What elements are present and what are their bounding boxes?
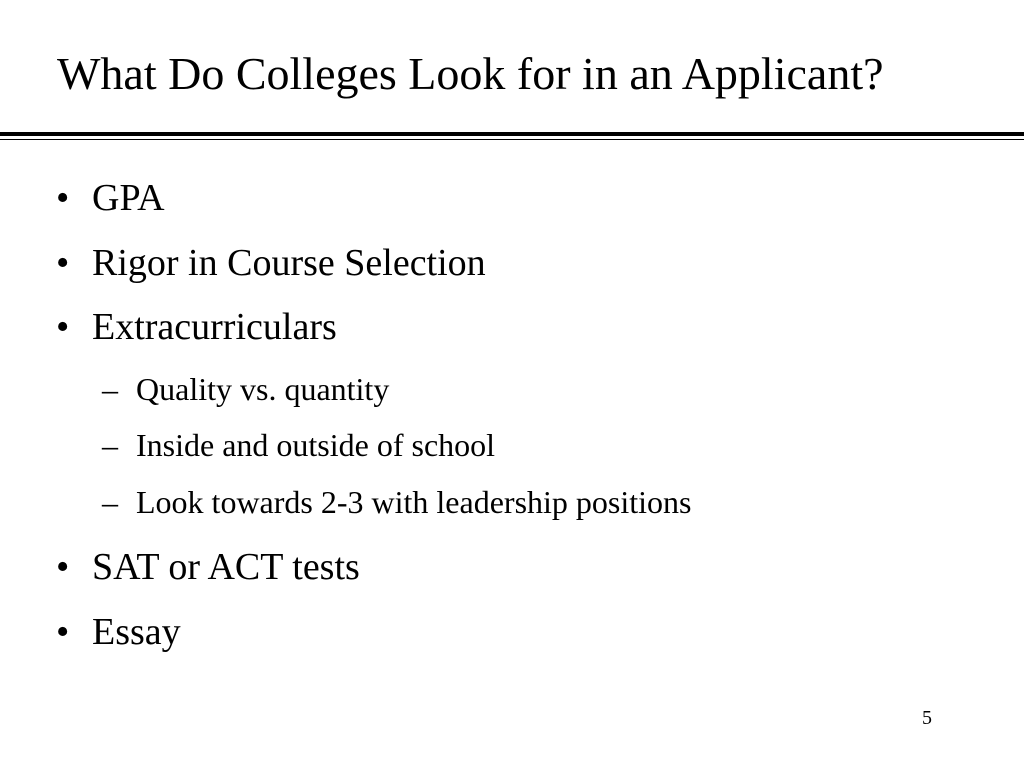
bullet-item-extracurriculars bbox=[56, 305, 337, 349]
bullet-item-gpa bbox=[56, 176, 165, 220]
bullet-item-essay bbox=[56, 610, 181, 654]
bullet-marker: • bbox=[56, 242, 70, 284]
sub-bullet-inside-outside bbox=[102, 426, 495, 464]
bullet-marker: • bbox=[56, 177, 70, 219]
sub-bullet-text: Quality vs. quantity bbox=[136, 371, 390, 407]
sub-bullet-quality bbox=[102, 370, 389, 408]
bullet-marker: • bbox=[56, 546, 70, 588]
sub-bullet-marker: – bbox=[102, 371, 118, 407]
bullet-marker: • bbox=[56, 611, 70, 653]
bullet-text: Extracurriculars bbox=[92, 306, 337, 348]
bullet-item-rigor bbox=[56, 241, 486, 285]
sub-bullet-marker: – bbox=[102, 427, 118, 463]
slide-title: What Do Colleges Look for in an Applicant? bbox=[57, 48, 884, 99]
sub-bullet-marker: – bbox=[102, 484, 118, 520]
sub-bullet-text: Look towards 2-3 with leadership positions bbox=[136, 484, 692, 520]
bullet-text: Essay bbox=[92, 611, 181, 653]
sub-bullet-leadership bbox=[102, 483, 691, 521]
bullet-item-tests bbox=[56, 545, 360, 589]
bullet-text: Rigor in Course Selection bbox=[92, 242, 486, 284]
bullet-marker: • bbox=[56, 306, 70, 348]
page-number: 5 bbox=[922, 707, 932, 729]
bullet-text: GPA bbox=[92, 177, 165, 219]
sub-bullet-text: Inside and outside of school bbox=[136, 427, 496, 463]
bullet-text: SAT or ACT tests bbox=[92, 546, 360, 588]
